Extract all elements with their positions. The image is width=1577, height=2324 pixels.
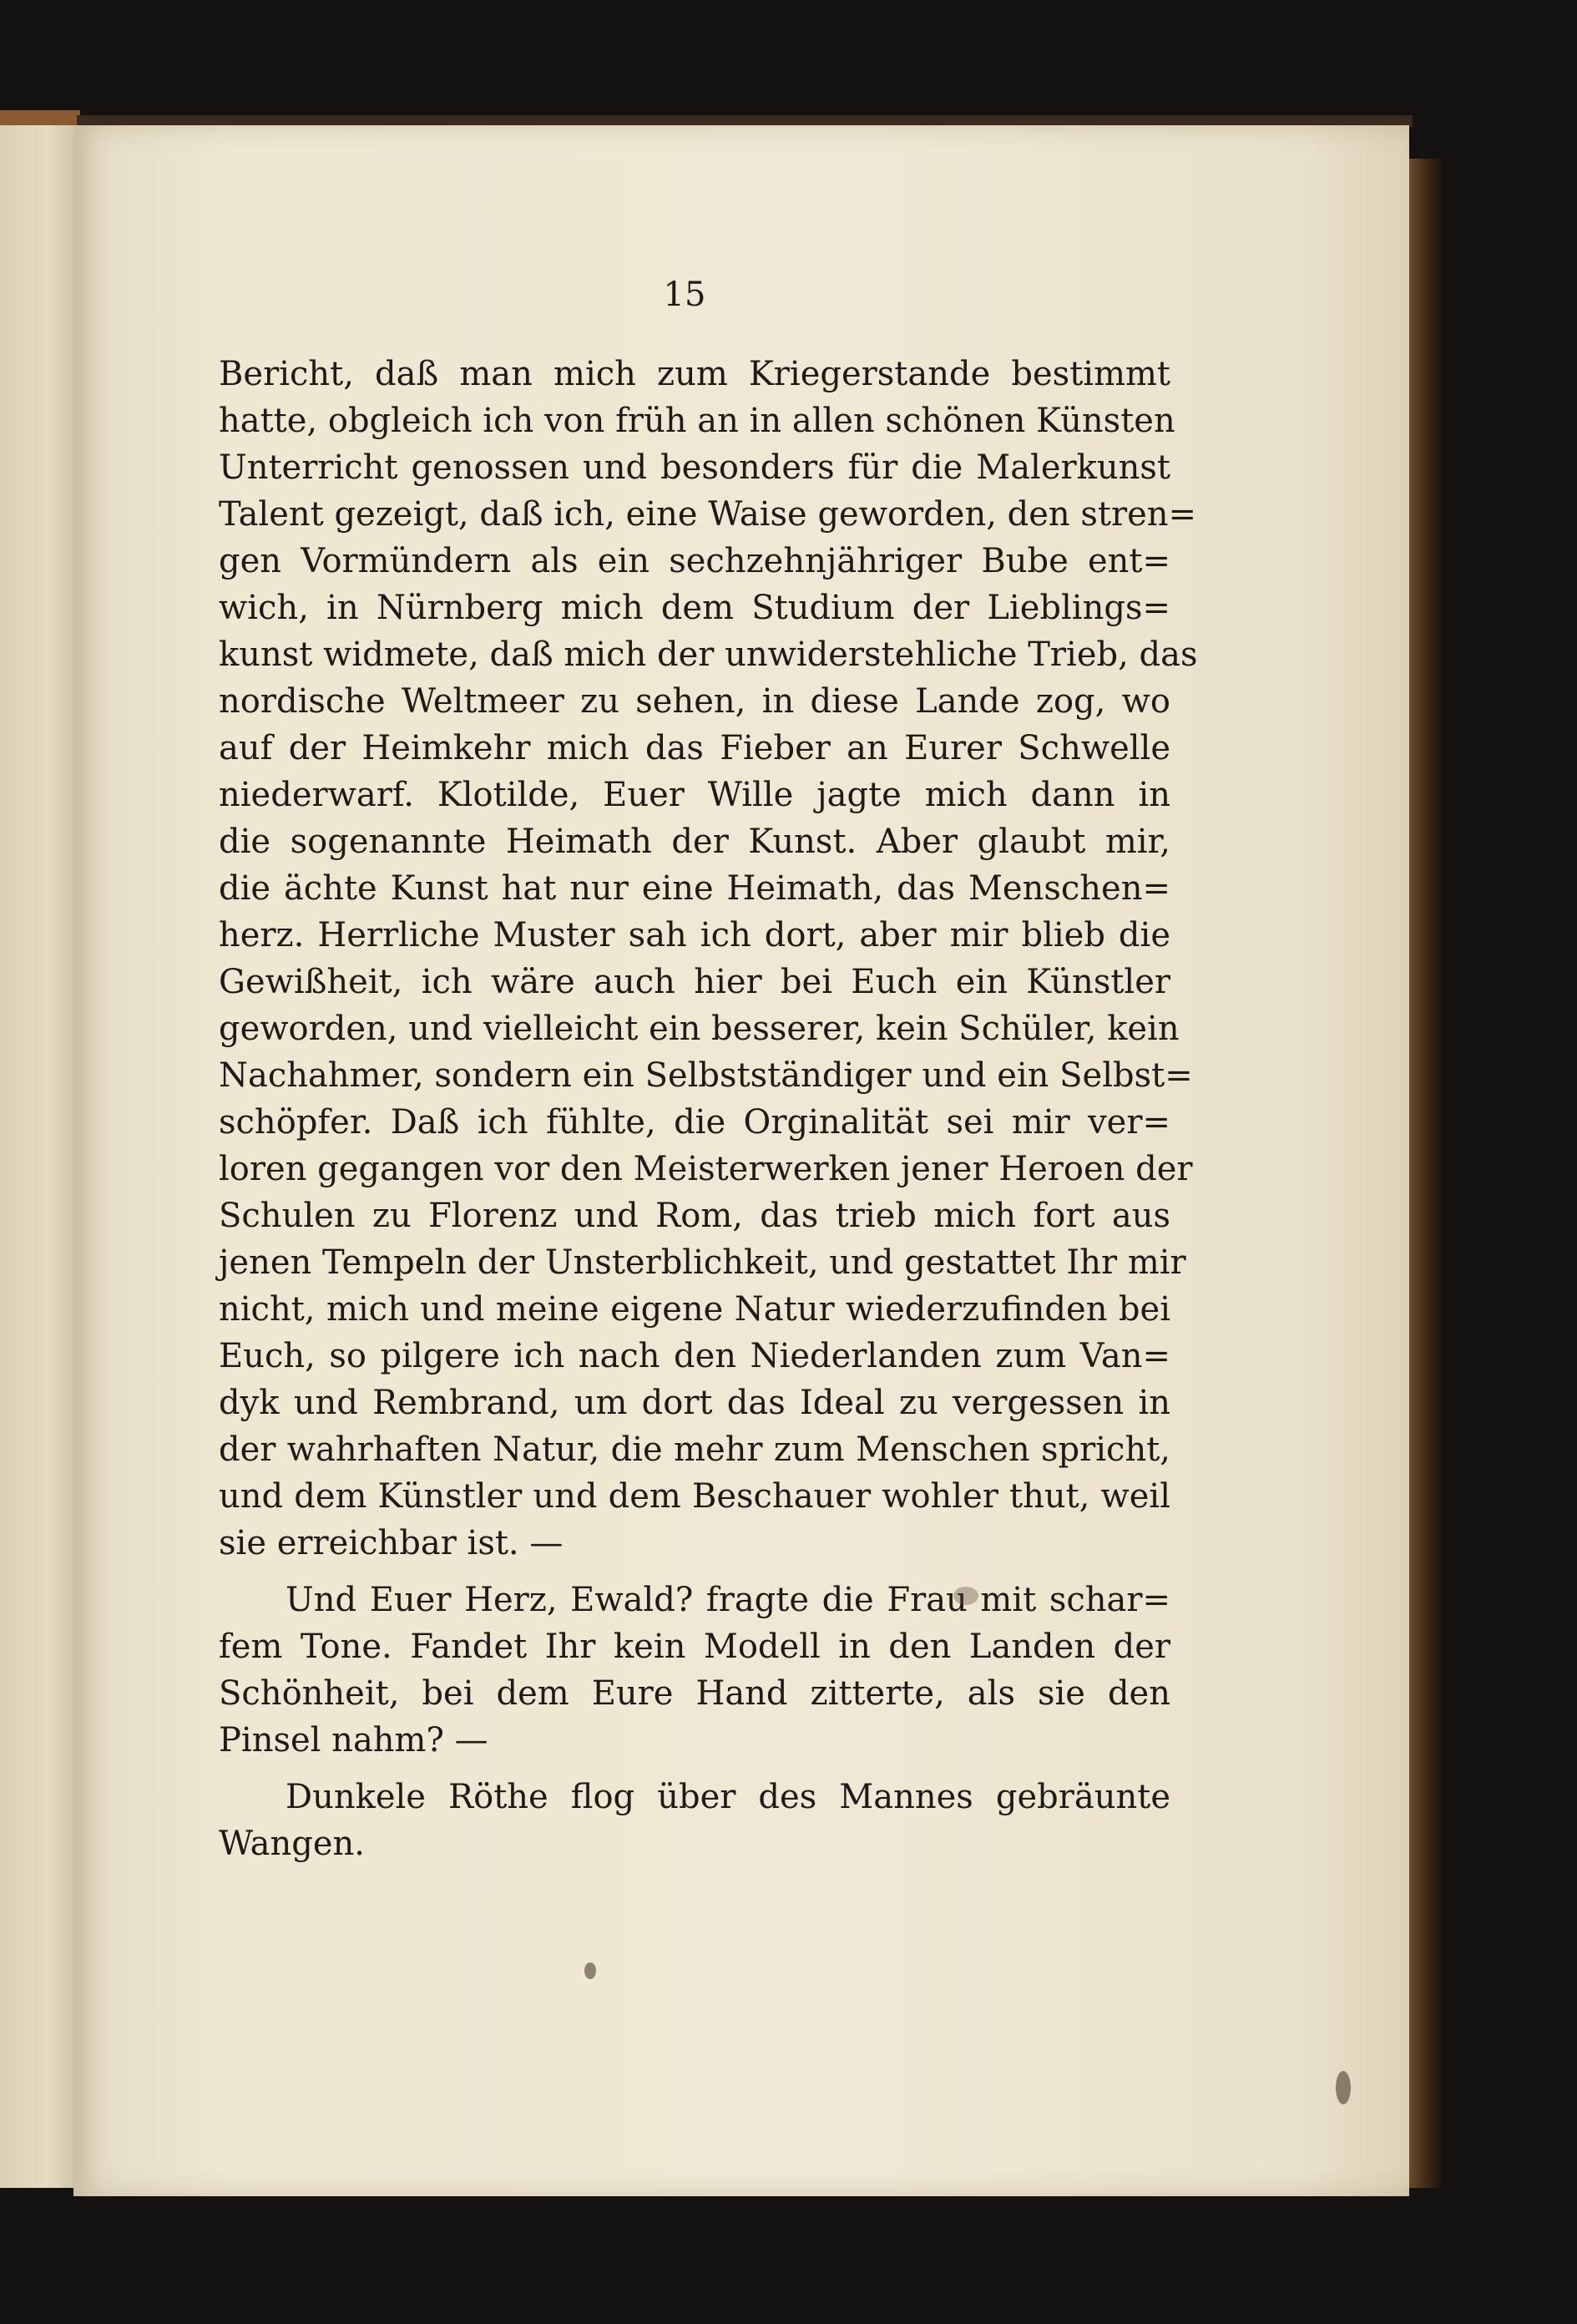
text-line: nordische Weltmeer zu sehen, in diese Lande zog, wo xyxy=(219,682,1170,721)
ink-spot xyxy=(584,1962,596,1979)
text-line: fem Tone. Fandet Ihr kein Modell in den Landen der xyxy=(219,1628,1170,1666)
text-line: Gewißheit, ich wäre auch hier bei Euch ein Künstler xyxy=(219,963,1170,1001)
text-line: die ächte Kunst hat nur eine Heimath, das Menschen= xyxy=(219,869,1170,908)
text-line: loren gegangen vor den Meisterwerken jener Heroen der xyxy=(219,1150,1193,1188)
text-line: sie erreichbar ist. — xyxy=(219,1524,564,1562)
text-line: Schulen zu Florenz und Rom, das trieb mich fort aus xyxy=(219,1197,1170,1235)
left-page-sliver xyxy=(0,125,77,2188)
page-number: 15 xyxy=(663,276,706,314)
text-line: wich, in Nürnberg mich dem Studium der Lieblings= xyxy=(219,589,1170,627)
ink-spot xyxy=(1336,2071,1351,2104)
text-line: Und Euer Herz, Ewald? fragte die Frau mit schar= xyxy=(286,1581,1170,1619)
text-line: schöpfer. Daß ich fühlte, die Orginalität sei mir ver= xyxy=(219,1103,1170,1142)
text-line: Talent gezeigt, daß ich, eine Waise geworden, den stren= xyxy=(219,495,1197,534)
text-line: Bericht, daß man mich zum Kriegerstande bestimmt xyxy=(219,355,1170,393)
text-line: auf der Heimkehr mich das Fieber an Eurer Schwelle xyxy=(219,729,1170,767)
text-line: Nachahmer, sondern ein Selbstständiger und ein Selbst= xyxy=(219,1056,1193,1095)
text-line: Wangen. xyxy=(219,1825,365,1863)
ink-spot xyxy=(953,1587,978,1605)
text-line: und dem Künstler und dem Beschauer wohler thut, weil xyxy=(219,1477,1170,1516)
text-line: Unterricht genossen und besonders für die Malerkunst xyxy=(219,448,1170,487)
text-line: nicht, mich und meine eigene Natur wiederzufinden bei xyxy=(219,1290,1170,1329)
book-cover-edge xyxy=(1409,159,1441,2188)
text-line: Schönheit, bei dem Eure Hand zitterte, als sie den xyxy=(219,1674,1170,1713)
text-line: Euch, so pilgere ich nach den Niederlanden zum Van= xyxy=(219,1337,1170,1375)
text-line: hatte, obgleich ich von früh an in allen schönen Künsten xyxy=(219,402,1175,440)
text-line: kunst widmete, daß mich der unwiderstehliche Trieb, das xyxy=(219,635,1198,674)
text-line: die sogenannte Heimath der Kunst. Aber glaubt mir, xyxy=(219,823,1170,861)
text-line: jenen Tempeln der Unsterblichkeit, und gestattet Ihr mir xyxy=(219,1243,1186,1282)
text-line: gen Vormündern als ein sechzehnjähriger Bube ent= xyxy=(219,542,1170,580)
text-line: Dunkele Röthe flog über des Mannes gebräunte xyxy=(286,1778,1170,1816)
text-line: der wahrhaften Natur, die mehr zum Menschen spricht, xyxy=(219,1430,1170,1469)
text-line: herz. Herrliche Muster sah ich dort, aber mir blieb die xyxy=(219,916,1170,954)
text-line: niederwarf. Klotilde, Euer Wille jagte mich dann in xyxy=(219,776,1170,814)
text-line: geworden, und vielleicht ein besserer, kein Schüler, kein xyxy=(219,1010,1180,1048)
text-line: dyk und Rembrand, um dort das Ideal zu vergessen in xyxy=(219,1384,1170,1422)
text-line: Pinsel nahm? — xyxy=(219,1721,488,1759)
